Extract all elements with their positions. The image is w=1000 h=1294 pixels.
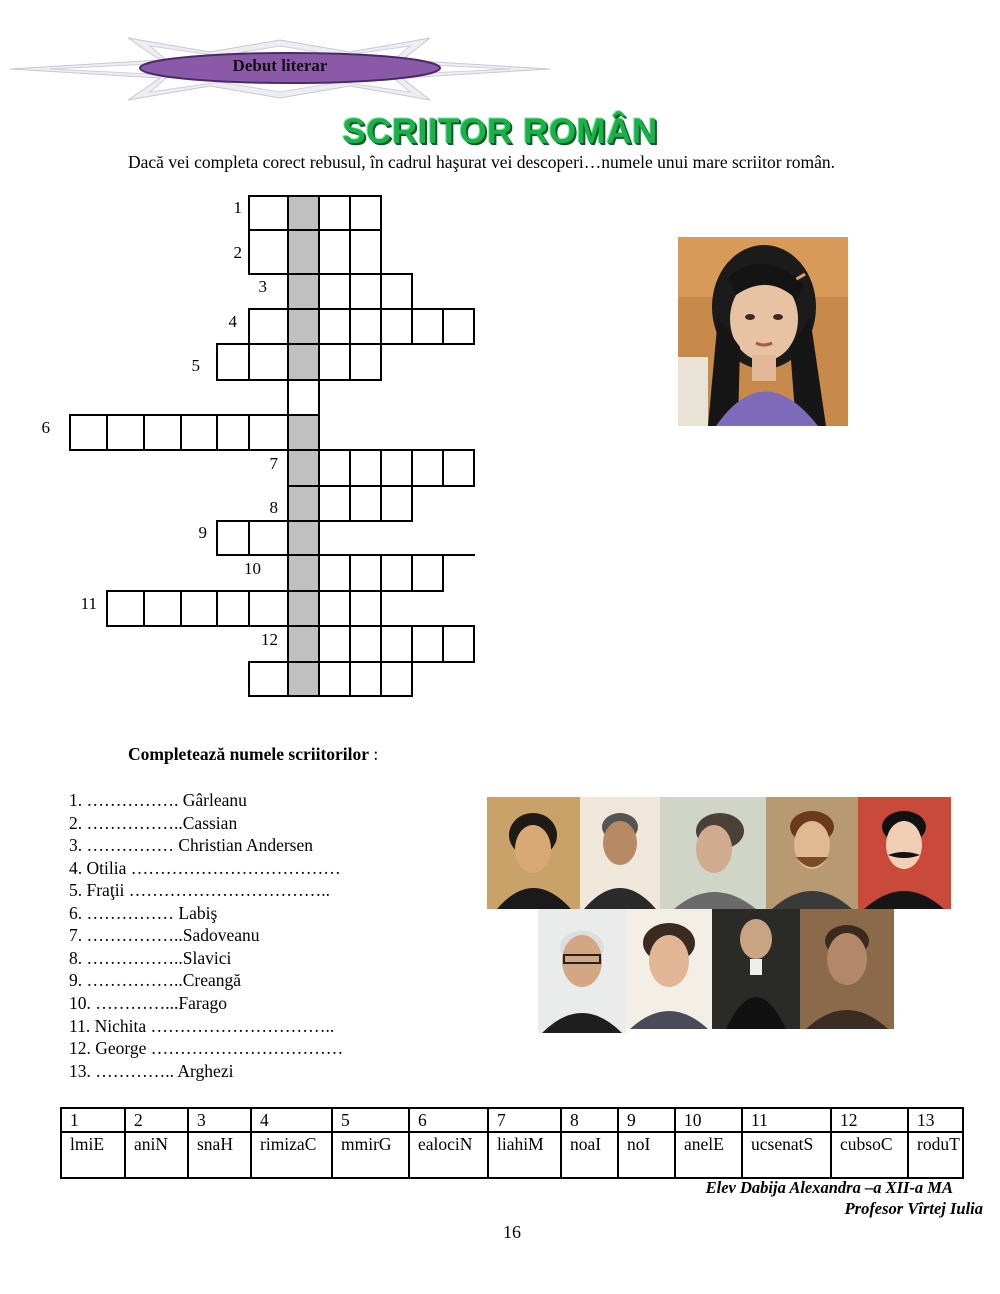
- crossword-cell[interactable]: [248, 590, 289, 627]
- table-cell: rimizaC: [251, 1132, 332, 1178]
- table-cell: 2: [125, 1108, 188, 1132]
- crossword-cell[interactable]: [349, 308, 382, 345]
- list-item: 8. ……………..Slavici: [69, 948, 232, 968]
- crossword-cell[interactable]: [411, 308, 444, 345]
- table-row: [61, 1108, 963, 1132]
- crossword-cell[interactable]: [380, 661, 413, 697]
- crossword-cell[interactable]: [349, 554, 382, 592]
- crossword-cell[interactable]: [349, 661, 382, 697]
- crossword-cell[interactable]: [411, 554, 444, 592]
- table-cell: 4: [251, 1108, 332, 1132]
- crossword-row-number: 2: [233, 243, 242, 262]
- table-cell: liahiM: [488, 1132, 561, 1178]
- crossword-cell[interactable]: [318, 661, 351, 697]
- writer-portrait: [800, 909, 894, 1029]
- table-cell: 3: [188, 1108, 251, 1132]
- table-cell: lmiE: [61, 1132, 125, 1178]
- crossword-row-number: 1: [233, 198, 242, 217]
- crossword-cell[interactable]: [318, 554, 351, 592]
- crossword-cell-shaded[interactable]: [287, 520, 320, 556]
- table-cell: 11: [742, 1108, 831, 1132]
- table-cell: 10: [675, 1108, 742, 1132]
- crossword-cell[interactable]: [248, 229, 289, 275]
- writer-portrait: [660, 797, 766, 909]
- crossword-cell[interactable]: [380, 273, 413, 310]
- crossword-cell[interactable]: [318, 625, 351, 663]
- list-item: 3. …………… Christian Andersen: [69, 835, 314, 855]
- list-item: 11. Nichita …………………………..: [69, 1016, 335, 1036]
- table-cell: anelE: [675, 1132, 742, 1178]
- crossword-row-number: 9: [198, 523, 207, 542]
- table-row: [61, 1132, 963, 1178]
- crossword-cell[interactable]: [248, 308, 289, 345]
- table-cell: 12: [831, 1108, 908, 1132]
- crossword-cell[interactable]: [380, 625, 413, 663]
- crossword-cell[interactable]: [106, 414, 145, 451]
- list-item: 12. George ……………………………: [69, 1038, 344, 1058]
- crossword-row-number: 4: [228, 312, 237, 331]
- table-cell: noaI: [561, 1132, 618, 1178]
- crossword-cell[interactable]: [318, 590, 351, 627]
- crossword-cell-shaded[interactable]: [287, 195, 320, 231]
- crossword-cell[interactable]: [349, 195, 382, 231]
- crossword-cell[interactable]: [349, 343, 382, 381]
- crossword-cell[interactable]: [442, 308, 475, 345]
- crossword-row-number: 12: [261, 630, 278, 649]
- crossword-cell[interactable]: [442, 625, 475, 663]
- page-title: SCRIITOR ROMÂN: [342, 112, 658, 151]
- crossword-cell[interactable]: [143, 590, 182, 627]
- crossword-cell[interactable]: [349, 229, 382, 275]
- crossword-cell[interactable]: [349, 485, 382, 522]
- crossword-cell[interactable]: [216, 343, 250, 381]
- table-cell: 7: [488, 1108, 561, 1132]
- crossword-cell[interactable]: [318, 195, 351, 231]
- crossword-cell[interactable]: [380, 485, 413, 522]
- intro-text: Dacă vei completa corect rebusul, în cadrul haşurat vei descoperi…numele unui mare scriitor român.: [128, 152, 836, 172]
- answer-key-table: [60, 1107, 964, 1179]
- crossword-cell[interactable]: [349, 590, 382, 627]
- crossword-cell[interactable]: [318, 229, 351, 275]
- table-cell: ealociN: [409, 1132, 488, 1178]
- crossword-row-number: 10: [244, 559, 261, 578]
- list-item: 6. …………… Labiş: [69, 903, 218, 923]
- crossword-cell[interactable]: [349, 625, 382, 663]
- crossword-cell[interactable]: [248, 195, 289, 231]
- crossword-row-number: 7: [269, 454, 278, 473]
- student-credit: Elev Dabija Alexandra –a XII-a MA: [705, 1178, 953, 1197]
- section-banner-label: Debut literar: [232, 56, 328, 75]
- crossword-cell[interactable]: [216, 414, 250, 451]
- table-cell: 5: [332, 1108, 409, 1132]
- writer-portrait: [712, 909, 800, 1029]
- table-cell: roduT: [908, 1132, 963, 1178]
- writer-portrait: [858, 797, 951, 909]
- crossword-cell[interactable]: [318, 343, 351, 381]
- list-item: 13. ………….. Arghezi: [69, 1061, 234, 1081]
- crossword-cell[interactable]: [318, 273, 351, 310]
- table-cell: 8: [561, 1108, 618, 1132]
- crossword-cell[interactable]: [216, 590, 250, 627]
- table-cell: mmirG: [332, 1132, 409, 1178]
- table-cell: 13: [908, 1108, 963, 1132]
- crossword-cell[interactable]: [180, 590, 219, 627]
- writer-portrait: [538, 909, 626, 1033]
- crossword-cell-shaded[interactable]: [287, 554, 320, 592]
- table-cell: 6: [409, 1108, 488, 1132]
- crossword-cell-shaded[interactable]: [287, 485, 320, 522]
- crossword-cell-shaded[interactable]: [287, 273, 320, 310]
- crossword-cell[interactable]: [248, 414, 289, 451]
- list-item: 9. ……………..Creangă: [69, 970, 242, 990]
- table-cell: ucsenatS: [742, 1132, 831, 1178]
- crossword-cell[interactable]: [380, 308, 413, 345]
- list-item: 10. …………...Farago: [69, 993, 227, 1013]
- crossword-cell-shaded[interactable]: [287, 343, 320, 381]
- page-number: 16: [503, 1222, 521, 1242]
- crossword-cell-shaded[interactable]: [287, 625, 320, 663]
- crossword-cell[interactable]: [248, 661, 289, 697]
- list-item: 2. ……………..Cassian: [69, 813, 238, 833]
- crossword-cell[interactable]: [411, 449, 444, 487]
- crossword-cell[interactable]: [318, 308, 351, 345]
- crossword-cell-shaded[interactable]: [287, 590, 320, 627]
- crossword-cell-shaded[interactable]: [287, 661, 320, 697]
- crossword-cell[interactable]: [180, 414, 219, 451]
- crossword-cell[interactable]: [216, 520, 250, 556]
- crossword-cell[interactable]: [106, 590, 145, 627]
- writer-portrait: [487, 797, 580, 909]
- crossword-cell[interactable]: [318, 449, 351, 487]
- table-cell: cubsoC: [831, 1132, 908, 1178]
- crossword-cell[interactable]: [380, 554, 413, 592]
- crossword-cell[interactable]: [287, 379, 320, 416]
- crossword-cell-shaded[interactable]: [287, 308, 320, 345]
- crossword-cell[interactable]: [349, 273, 382, 310]
- writer-portrait: [626, 909, 712, 1029]
- list-item: 7. ……………..Sadoveanu: [69, 925, 260, 945]
- instructions: [128, 744, 378, 765]
- list-item: 1. ……………. Gârleanu: [69, 790, 247, 810]
- crossword-cell[interactable]: [69, 414, 108, 451]
- crossword-row-number: 11: [80, 594, 97, 613]
- list-item: 4. Otilia ………………………………: [69, 858, 341, 878]
- table-cell: noI: [618, 1132, 675, 1178]
- student-photo: [678, 237, 848, 426]
- crossword-cell[interactable]: [248, 520, 289, 556]
- crossword-cell-shaded[interactable]: [287, 414, 320, 451]
- table-cell: 1: [61, 1108, 125, 1132]
- crossword-cell[interactable]: [442, 449, 475, 487]
- table-cell: snaH: [188, 1132, 251, 1178]
- crossword-row-number: 8: [269, 498, 278, 517]
- instructions-suffix: :: [369, 744, 379, 764]
- crossword-row-number: 3: [258, 277, 267, 296]
- crossword-cell-shaded[interactable]: [287, 449, 320, 487]
- instructions-bold: Completează numele scriitorilor: [128, 744, 370, 764]
- table-cell: aniN: [125, 1132, 188, 1178]
- table-cell: 9: [618, 1108, 675, 1132]
- list-item: 5. Fraţii ……………………………..: [69, 880, 331, 900]
- crossword-cell[interactable]: [248, 343, 289, 381]
- crossword-cell[interactable]: [411, 625, 444, 663]
- crossword-cell-shaded[interactable]: [287, 229, 320, 275]
- crossword-cell[interactable]: [380, 449, 413, 487]
- writer-portrait: [580, 797, 660, 909]
- teacher-credit: Profesor Vîrtej Iulia: [844, 1199, 983, 1218]
- crossword-row-number: 5: [191, 356, 200, 375]
- writer-portrait: [766, 797, 858, 909]
- crossword-cell[interactable]: [318, 485, 351, 522]
- crossword-row-number: 6: [41, 418, 50, 437]
- crossword-cell[interactable]: [143, 414, 182, 451]
- crossword-cell[interactable]: [349, 449, 382, 487]
